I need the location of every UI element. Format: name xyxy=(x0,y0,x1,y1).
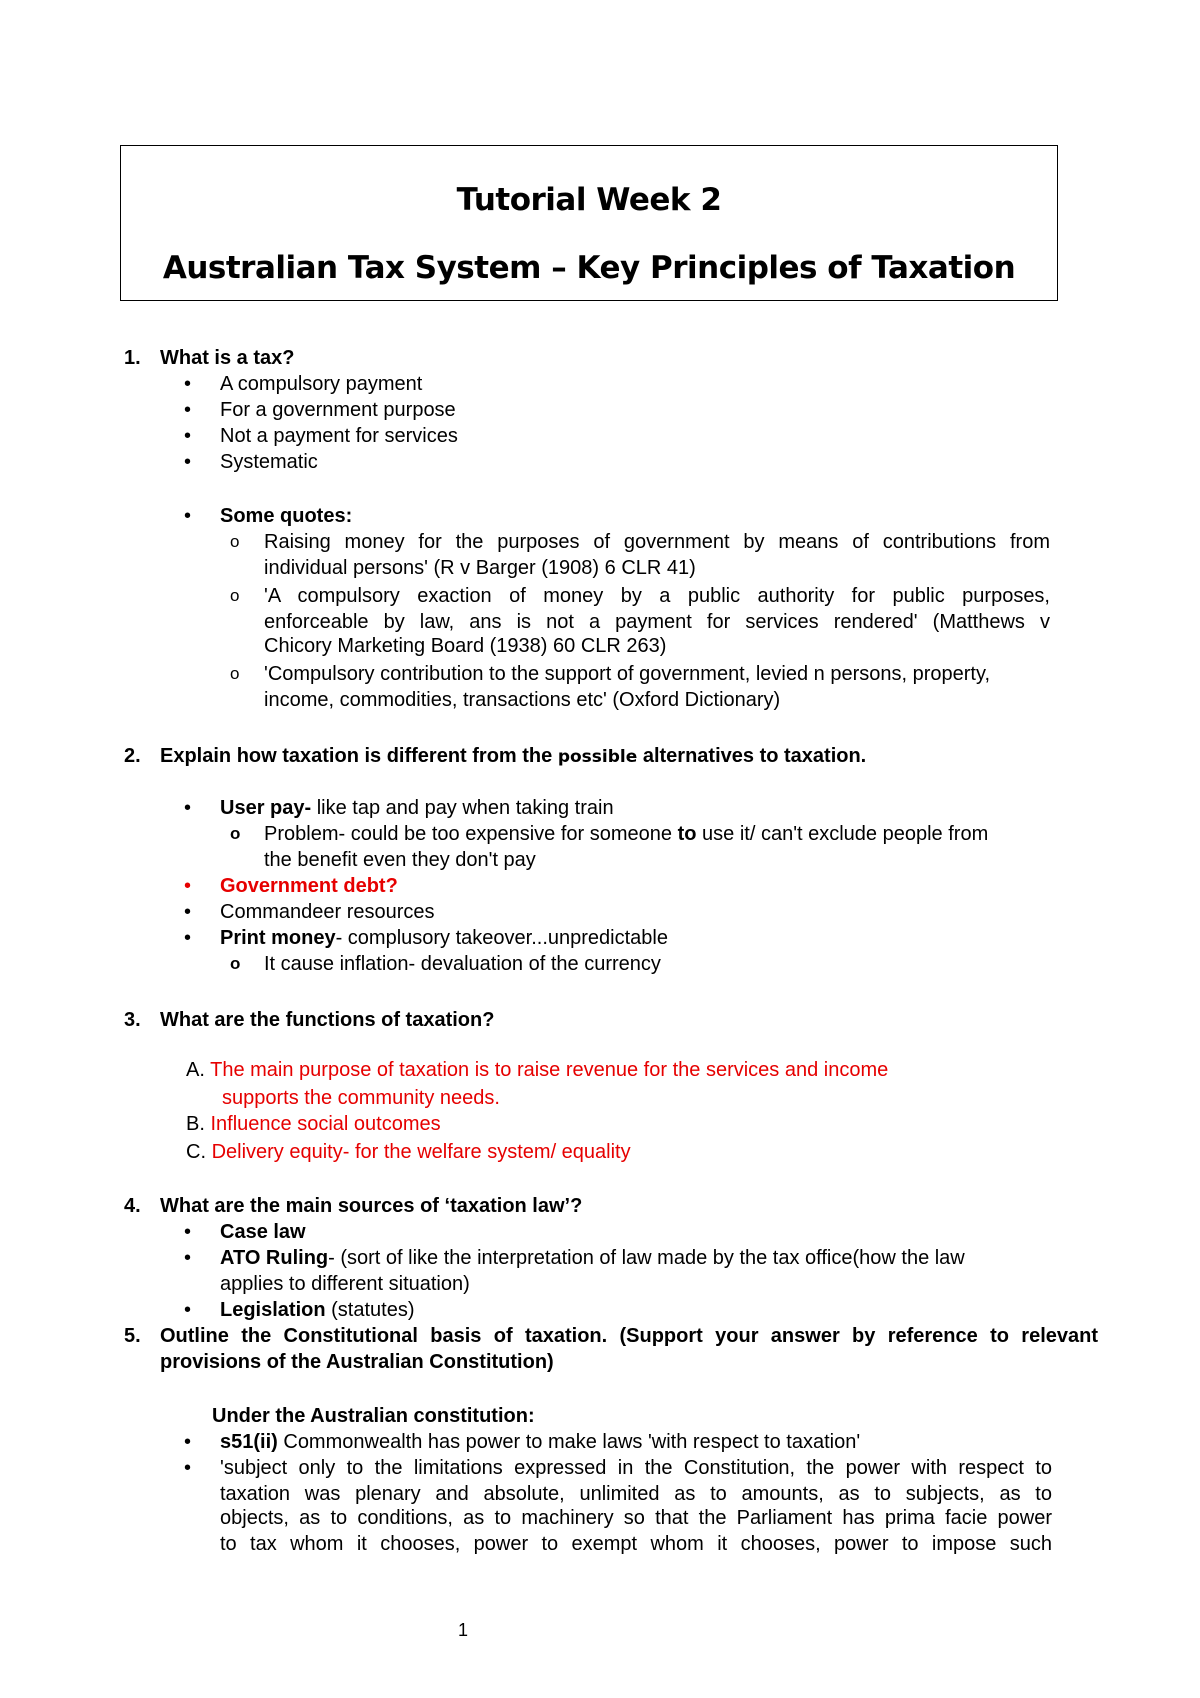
bullet-icon: • xyxy=(184,399,192,421)
q2-heading xyxy=(160,744,866,769)
q5-heading-line-1: Outline the Constitutional basis of taxation. (Support your answer by reference to relevant xyxy=(160,1325,1098,1347)
commandeer-item: Commandeer resources xyxy=(220,901,435,923)
government-debt-item: Government debt? xyxy=(220,875,398,897)
q3-item-c-letter: C. xyxy=(186,1141,206,1163)
q2-heading-part-b: possible xyxy=(557,747,638,767)
problem-line-2: the benefit even they don't pay xyxy=(264,849,536,871)
bullet-icon: • xyxy=(184,797,192,819)
q5-number: 5. xyxy=(124,1325,141,1347)
q3-heading: What are the functions of taxation? xyxy=(160,1009,495,1031)
problem-text-b: use it/ can't exclude people from xyxy=(696,823,989,845)
user-pay-item xyxy=(220,796,614,820)
legislation-label: Legislation xyxy=(220,1299,326,1321)
plenary-quote-line-3: objects, as to conditions, as to machinery so that the Parliament has prima facie power xyxy=(220,1507,1052,1529)
plenary-quote-line-1: 'subject only to the limitations expressed in the Constitution, the power with respect to xyxy=(220,1457,1052,1479)
bullet-icon: • xyxy=(184,875,192,897)
q1-bullet-1: A compulsory payment xyxy=(220,373,423,395)
quote-2-line-3: Chicory Marketing Board (1938) 60 CLR 263) xyxy=(264,635,667,657)
bullet-icon: • xyxy=(184,1221,192,1243)
q1-number: 1. xyxy=(124,347,141,369)
print-money-label: Print money xyxy=(220,927,336,949)
q1-bullet-2: For a government purpose xyxy=(220,399,456,421)
bullet-icon: • xyxy=(184,927,192,949)
print-money-item xyxy=(220,926,668,950)
ato-ruling-line-2: applies to different situation) xyxy=(220,1273,470,1295)
user-pay-label: User pay- xyxy=(220,797,312,819)
print-money-text: - complusory takeover...unpredictable xyxy=(335,927,668,949)
q3-item-c-text: Delivery equity- for the welfare system/ equality xyxy=(211,1141,631,1163)
q2-heading-part-c: alternatives to taxation. xyxy=(637,745,867,767)
user-pay-text: like tap and pay when taking train xyxy=(311,797,614,819)
sub-bullet-icon: o xyxy=(230,824,241,843)
tutorial-title: Tutorial Week 2 xyxy=(456,182,722,218)
quote-1-line-2: individual persons' (R v Barger (1908) 6 CLR 41) xyxy=(264,557,696,579)
page-number: 1 xyxy=(458,1620,469,1640)
q3-item-b-text: Influence social outcomes xyxy=(210,1113,441,1135)
bullet-icon: • xyxy=(184,425,192,447)
sub-bullet-icon: o xyxy=(230,586,240,605)
problem-text-a: Problem- could be too expensive for someone xyxy=(264,823,678,845)
s51-item xyxy=(220,1430,860,1454)
quotes-label: Some quotes: xyxy=(220,505,353,527)
bullet-icon: • xyxy=(184,451,192,473)
problem-text-bold: to xyxy=(677,823,697,845)
sub-bullet-icon: o xyxy=(230,532,240,551)
s51-text: Commonwealth has power to make laws 'with respect to taxation' xyxy=(277,1431,861,1453)
plenary-quote-line-2: taxation was plenary and absolute, unlimited as to amounts, as to subjects, as to xyxy=(220,1483,1052,1505)
q3-item-a-letter: A. xyxy=(186,1059,205,1081)
q3-item-a xyxy=(186,1058,888,1082)
quote-1-line-1: Raising money for the purposes of government by means of contributions from xyxy=(264,531,1050,553)
q4-heading: What are the main sources of ‘taxation law’? xyxy=(160,1195,583,1217)
bullet-icon: • xyxy=(184,373,192,395)
quote-2-line-1: 'A compulsory exaction of money by a public authority for public purposes, xyxy=(264,585,1050,607)
sub-bullet-icon: o xyxy=(230,954,241,973)
ato-ruling-text: - (sort of like the interpretation of law made by the tax office(how the law xyxy=(328,1247,965,1269)
q1-bullet-3: Not a payment for services xyxy=(220,425,458,447)
tutorial-subtitle: Australian Tax System – Key Principles of Taxation xyxy=(162,250,1016,286)
quote-3-line-2: income, commodities, transactions etc' (Oxford Dictionary) xyxy=(264,689,781,711)
plenary-quote-line-4: to tax whom it chooses, power to exempt whom it chooses, power to impose such xyxy=(220,1533,1052,1555)
inflation-item: It cause inflation- devaluation of the currency xyxy=(264,953,661,975)
q3-item-b xyxy=(186,1112,441,1136)
case-law-item: Case law xyxy=(220,1221,306,1243)
problem-line-1 xyxy=(264,822,988,846)
quote-3-line-1: 'Compulsory contribution to the support of government, levied n persons, property, xyxy=(264,663,991,685)
q1-bullet-4: Systematic xyxy=(220,451,318,473)
q4-number: 4. xyxy=(124,1195,141,1217)
bullet-icon: • xyxy=(184,1247,192,1269)
q2-heading-part-a: Explain how taxation is different from the xyxy=(160,745,558,767)
legislation-text: (statutes) xyxy=(325,1299,415,1321)
title-box xyxy=(120,145,1058,301)
bullet-icon: • xyxy=(184,901,192,923)
q5-heading-line-2: provisions of the Australian Constitution) xyxy=(160,1351,554,1373)
s51-label: s51(ii) xyxy=(220,1431,278,1453)
legislation-item xyxy=(220,1298,415,1322)
bullet-icon: • xyxy=(184,1431,192,1453)
q3-item-b-letter: B. xyxy=(186,1113,205,1135)
ato-ruling-item xyxy=(220,1246,965,1270)
q3-item-a-text: The main purpose of taxation is to raise revenue for the services and income xyxy=(210,1059,889,1081)
q3-item-a-line-2: supports the community needs. xyxy=(222,1087,500,1109)
quote-2-line-2: enforceable by law, ans is not a payment for services rendered' (Matthews v xyxy=(264,611,1050,633)
bullet-icon: • xyxy=(184,1457,192,1479)
q2-number: 2. xyxy=(124,745,141,767)
ato-ruling-label: ATO Ruling xyxy=(220,1247,329,1269)
q3-item-c xyxy=(186,1140,631,1164)
bullet-icon: • xyxy=(184,505,192,527)
bullet-icon: • xyxy=(184,1299,192,1321)
q3-number: 3. xyxy=(124,1009,141,1031)
q1-heading: What is a tax? xyxy=(160,347,295,369)
under-constitution-heading: Under the Australian constitution: xyxy=(212,1405,535,1427)
sub-bullet-icon: o xyxy=(230,664,240,683)
